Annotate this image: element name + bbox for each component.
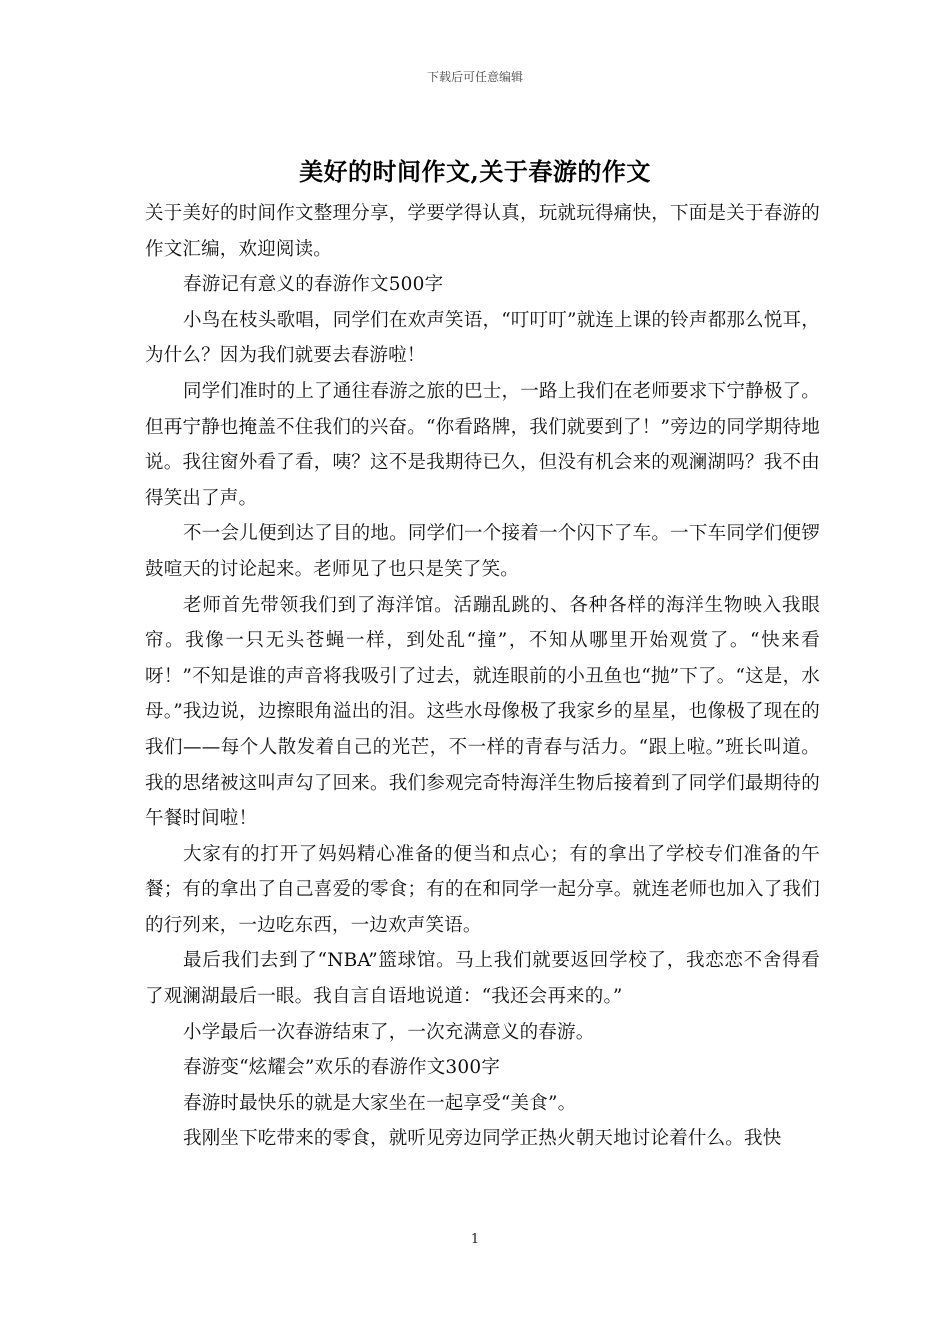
- document-body: [145, 196, 820, 1157]
- paragraph: 春游记有意义的春游作文500字: [183, 274, 444, 296]
- paragraph: 我刚坐下吃带来的零食，就听见旁边同学正热火朝天地讨论着什么。我快: [183, 1128, 782, 1150]
- paragraph: 春游变“炫耀会”欢乐的春游作文300字: [183, 1057, 501, 1079]
- paragraph: 不一会儿便到达了目的地。同学们一个接着一个闪下了车。一下车同学们便锣鼓喧天的讨论起来。老师见了也只是笑了笑。: [145, 523, 820, 580]
- paragraph: 同学们准时的上了通往春游之旅的巴士，一路上我们在老师要求下宁静极了。但再宁静也掩盖不住我们的兴奋。“你看路牌，我们就要到了！”旁边的同学期待地说。我往窗外看了看，咦？这不是我期待已久，但没有机会来的观澜湖吗？我不由得笑出了声。: [145, 380, 820, 509]
- paragraph: 关于美好的时间作文整理分享，学要学得认真，玩就玩得痛快，下面是关于春游的作文汇编，欢迎阅读。: [145, 203, 820, 260]
- paragraph: 最后我们去到了“NBA”篮球馆。马上我们就要返回学校了，我恋恋不舍得看了观澜湖最后一眼。我自言自语地说道：“我还会再来的。”: [145, 950, 820, 1008]
- document-title: 美好的时间作文,关于春游的作文: [299, 157, 651, 186]
- paragraph: 小学最后一次春游结束了，一次充满意义的春游。: [183, 1021, 595, 1043]
- page-header: 下载后可任意编辑: [426, 70, 523, 84]
- paragraph: 大家有的打开了妈妈精心准备的便当和点心；有的拿出了学校专们准备的午餐；有的拿出了自己喜爱的零食；有的在和同学一起分享。就连老师也加入了我们的行列来，一边吃东西，一边欢声笑语。: [145, 843, 820, 936]
- page-number: 1: [470, 1232, 480, 1247]
- paragraph: 老师首先带领我们到了海洋馆。活蹦乱跳的、各种各样的海洋生物映入我眼帘。我像一只无头苍蝇一样，到处乱“撞”，不知从哪里开始观赏了。“快来看呀！”不知是谁的声音将我吸引了过去，就连眼前的小丑鱼也“抛”下了。“这是，水母。”我边说，边擦眼角溢出的泪。这些水母像极了我家乡的星星，也像极了现在的我们——每个人散发着自己的光芒，不一样的青春与活力。“跟上啦。”班长叫道。我的思绪被这叫声勾了回来。我们参观完奇特海洋生物后接着到了同学们最期待的午餐时间啦！: [145, 594, 820, 830]
- paragraph: 小鸟在枝头歌唱，同学们在欢声笑语，“叮叮叮”就连上课的铃声都那么悦耳，为什么？因为我们就要去春游啦！: [145, 309, 820, 367]
- paragraph: 春游时最快乐的就是大家坐在一起享受“美食”。: [183, 1092, 577, 1114]
